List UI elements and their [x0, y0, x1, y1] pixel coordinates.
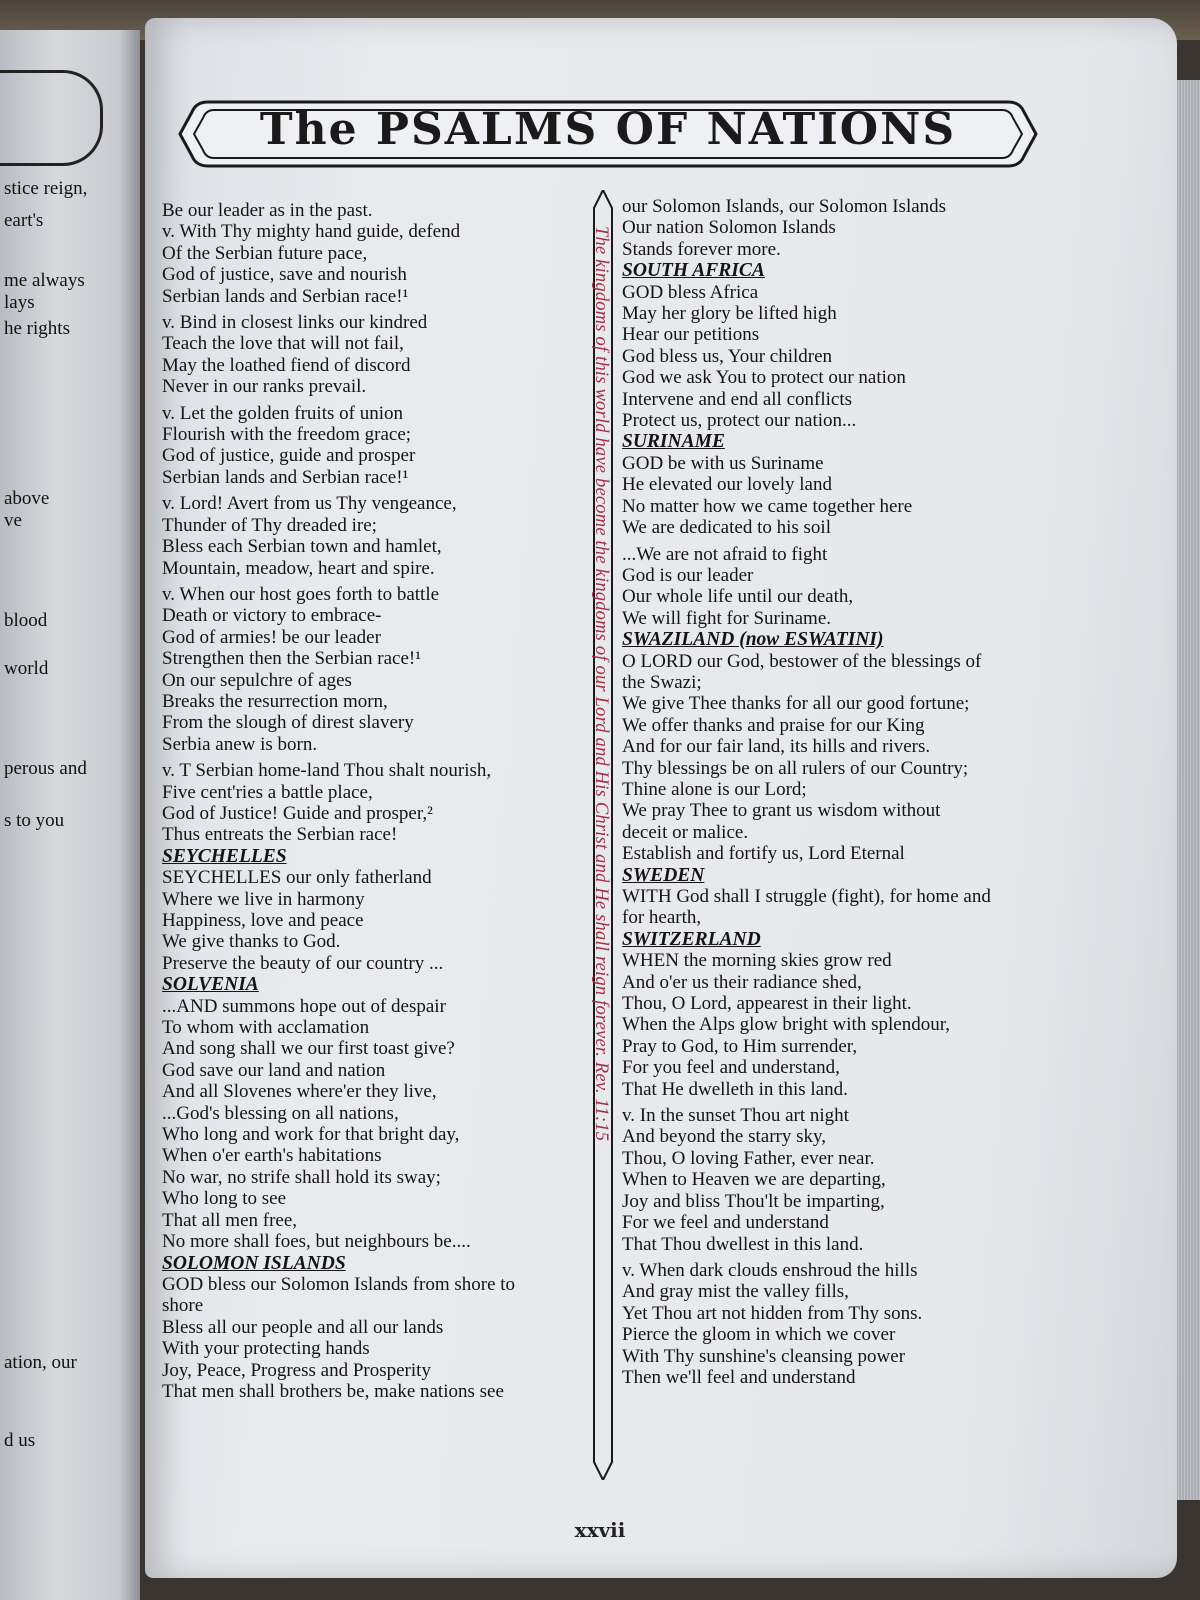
- psalm-line: That men shall brothers be, make nations see: [162, 1380, 504, 1402]
- psalm-line: GOD bless Africa: [622, 281, 759, 303]
- nation-heading: SEYCHELLES: [162, 845, 287, 867]
- left-page-fragment: world: [4, 658, 49, 679]
- psalm-line: v. With Thy mighty hand guide, defend: [162, 221, 461, 243]
- psalm-line: God of justice, save and nourish: [162, 264, 407, 286]
- left-page-fragment: he rights: [4, 318, 70, 339]
- left-page-fragment: lays: [4, 292, 35, 313]
- psalm-line: Where we live in harmony: [162, 888, 365, 910]
- psalm-line: That all men free,: [162, 1209, 298, 1231]
- left-page: [0, 30, 140, 1600]
- psalm-line: Then we'll feel and understand: [622, 1366, 856, 1388]
- psalm-line: No more shall foes, but neighbours be....: [162, 1231, 471, 1253]
- psalm-line: our Solomon Islands, our Solomon Islands: [622, 196, 947, 217]
- psalm-line: Bless each Serbian town and hamlet,: [162, 536, 442, 558]
- psalm-line: v. When dark clouds enshroud the hills: [622, 1259, 918, 1281]
- psalm-line: v. Let the golden fruits of union: [162, 402, 403, 424]
- psalm-line: On our sepulchre of ages: [162, 669, 352, 691]
- psalm-line: And all Slovenes where'er they live,: [162, 1081, 437, 1103]
- psalm-line: Breaks the resurrection morn,: [162, 690, 388, 712]
- left-page-fragment: blood: [4, 610, 48, 631]
- left-page-fragment: eart's: [4, 210, 44, 231]
- psalm-line: God of armies! be our leader: [162, 626, 381, 648]
- psalm-line: Happiness, love and peace: [162, 910, 364, 931]
- psalm-line: GOD be with us Suriname: [622, 452, 824, 474]
- psalm-line: Joy, Peace, Progress and Prosperity: [162, 1359, 431, 1381]
- psalm-line: No matter how we came together here: [622, 495, 913, 517]
- nation-heading: SWEDEN: [622, 864, 705, 886]
- psalm-line: Five cent'ries a battle place,: [162, 781, 373, 803]
- psalm-line: When o'er earth's habitations: [162, 1145, 382, 1167]
- psalm-line: WITH God shall I struggle (fight), for home and: [622, 886, 991, 907]
- psalm-line: Intervene and end all conflicts: [622, 388, 853, 410]
- psalm-line: Yet Thou art not hidden from Thy sons.: [622, 1302, 923, 1324]
- psalm-line: We pray Thee to grant us wisdom without: [622, 800, 941, 822]
- left-column: [162, 200, 582, 1402]
- psalm-line: God bless us, Your children: [622, 345, 833, 367]
- psalm-line: ...God's blessing on all nations,: [162, 1102, 399, 1124]
- psalm-line: Thunder of Thy dreaded ire;: [162, 514, 377, 536]
- psalm-line: ...AND summons hope out of despair: [162, 995, 446, 1017]
- psalm-line: God save our land and nation: [162, 1059, 386, 1081]
- psalm-line: Serbian lands and Serbian race!¹: [162, 285, 409, 307]
- psalm-line: Thou, O loving Father, ever near.: [622, 1147, 875, 1169]
- psalm-line: When the Alps glow bright with splendour,: [622, 1014, 951, 1036]
- psalm-line: And beyond the starry sky,: [622, 1126, 827, 1148]
- psalm-line: Who long to see: [162, 1188, 287, 1210]
- psalm-line: God is our leader: [622, 564, 754, 586]
- psalm-line: v. Lord! Avert from us Thy vengeance,: [162, 493, 457, 515]
- page-title: The PSALMS OF NATIONS: [259, 104, 957, 155]
- left-page-fragment: above: [4, 488, 50, 509]
- psalm-line: Thine alone is our Lord;: [622, 778, 807, 800]
- center-verse: The kingdoms of this world have become the kingdoms of our Lord and His Christ and He shall reign forever. Rev. 11:15: [591, 226, 611, 1142]
- psalm-line: Serbia anew is born.: [162, 733, 318, 755]
- left-page-fragment: ve: [4, 510, 22, 531]
- psalm-line: Serbian lands and Serbian race!¹: [162, 466, 409, 488]
- psalm-line: And gray mist the valley fills,: [622, 1281, 849, 1303]
- left-page-fragment: s to you: [4, 810, 65, 831]
- psalm-line: Establish and fortify us, Lord Eternal: [622, 843, 905, 865]
- psalm-line: Thus entreats the Serbian race!: [162, 824, 398, 846]
- left-page-fragment: perous and: [4, 758, 87, 779]
- nation-heading: SOUTH AFRICA: [622, 260, 765, 282]
- psalm-line: God of justice, guide and prosper: [162, 445, 416, 467]
- psalm-line: Thy blessings be on all rulers of our Country;: [622, 757, 969, 779]
- psalm-line: Who long and work for that bright day,: [162, 1124, 460, 1146]
- psalm-line: May the loathed fiend of discord: [162, 354, 411, 376]
- psalm-line: the Swazi;: [622, 671, 702, 693]
- psalm-line: v. When our host goes forth to battle: [162, 583, 440, 605]
- psalm-line: for hearth,: [622, 907, 702, 929]
- left-page-fragment: ation, our: [4, 1352, 77, 1373]
- psalm-line: Pierce the gloom in which we cover: [622, 1324, 896, 1346]
- title-banner: [178, 98, 1038, 170]
- psalm-line: v. In the sunset Thou art night: [622, 1105, 849, 1127]
- psalm-line: And o'er us their radiance shed,: [622, 971, 862, 993]
- psalm-line: Protect us, protect our nation...: [622, 410, 857, 432]
- psalm-line: Our nation Solomon Islands: [622, 217, 836, 239]
- psalm-line: Pray to God, to Him surrender,: [622, 1035, 858, 1057]
- psalm-line: Be our leader as in the past.: [162, 200, 373, 221]
- psalm-line: v. T Serbian home-land Thou shalt nourish,: [162, 760, 492, 782]
- left-page-fragment: me always: [4, 270, 85, 291]
- psalm-line: With your protecting hands: [162, 1338, 370, 1360]
- psalm-line: Preserve the beauty of our country ...: [162, 952, 444, 974]
- psalm-line: No war, no strife shall hold its sway;: [162, 1166, 441, 1188]
- psalm-line: From the slough of direst slavery: [162, 712, 414, 734]
- page-number: xxvii: [574, 1518, 626, 1542]
- psalm-line: For we feel and understand: [622, 1212, 829, 1234]
- psalm-line: GOD bless our Solomon Islands from shore to: [162, 1273, 516, 1295]
- psalm-line: Our whole life until our death,: [622, 586, 854, 608]
- psalm-line: Teach the love that will not fail,: [162, 333, 404, 355]
- psalm-line: shore: [162, 1295, 204, 1317]
- psalm-line: deceit or malice.: [622, 821, 749, 843]
- psalm-line: We give Thee thanks for all our good fortune;: [622, 693, 970, 715]
- psalm-line: Stands forever more.: [622, 238, 781, 260]
- psalm-line: For you feel and understand,: [622, 1057, 840, 1079]
- psalm-line: And for our fair land, its hills and rivers.: [622, 736, 931, 758]
- psalm-line: Thou, O Lord, appearest in their light.: [622, 993, 912, 1015]
- psalm-line: O LORD our God, bestower of the blessings of: [622, 650, 982, 672]
- psalm-line: v. Bind in closest links our kindred: [162, 312, 428, 334]
- left-page-fragment: stice reign,: [4, 178, 88, 199]
- psalm-line: God we ask You to protect our nation: [622, 367, 906, 389]
- psalm-line: We offer thanks and praise for our King: [622, 714, 925, 736]
- psalm-line: SEYCHELLES our only fatherland: [162, 867, 432, 889]
- psalm-line: Hear our petitions: [622, 324, 760, 346]
- psalm-line: May her glory be lifted high: [622, 303, 837, 325]
- psalm-line: We will fight for Suriname.: [622, 607, 832, 629]
- nation-heading: SURINAME: [622, 431, 725, 453]
- psalm-line: God of Justice! Guide and prosper,²: [162, 802, 433, 824]
- left-page-banner: [0, 70, 103, 166]
- psalm-line: Flourish with the freedom grace;: [162, 424, 412, 446]
- psalm-line: He elevated our lovely land: [622, 474, 832, 496]
- psalm-line: Of the Serbian future pace,: [162, 242, 368, 264]
- psalm-line: Mountain, meadow, heart and spire.: [162, 557, 435, 579]
- psalm-line: That He dwelleth in this land.: [622, 1078, 848, 1100]
- nation-heading: SOLOMON ISLANDS: [162, 1252, 346, 1274]
- psalm-line: Death or victory to embrace-: [162, 605, 382, 627]
- psalm-line: ...We are not afraid to fight: [622, 543, 828, 565]
- psalm-line: WHEN the morning skies grow red: [622, 950, 892, 972]
- psalm-line: We give thanks to God.: [162, 931, 341, 953]
- psalm-line: We are dedicated to his soil: [622, 517, 831, 539]
- nation-heading: SOLVENIA: [162, 974, 259, 996]
- nation-heading: SWAZILAND (now ESWATINI): [622, 629, 884, 651]
- psalm-line: And song shall we our first toast give?: [162, 1038, 455, 1060]
- psalm-line: With Thy sunshine's cleansing power: [622, 1345, 906, 1367]
- psalm-line: Never in our ranks prevail.: [162, 376, 367, 398]
- psalm-line: When to Heaven we are departing,: [622, 1169, 886, 1191]
- nation-heading: SWITZERLAND: [622, 928, 761, 950]
- right-column: [622, 196, 1062, 1388]
- psalm-line: Joy and bliss Thou'lt be imparting,: [622, 1190, 885, 1212]
- psalm-line: That Thou dwellest in this land.: [622, 1233, 864, 1255]
- left-page-fragment: d us: [4, 1430, 36, 1451]
- psalm-line: Bless all our people and all our lands: [162, 1316, 444, 1338]
- psalm-line: To whom with acclamation: [162, 1017, 370, 1039]
- psalm-line: Strengthen then the Serbian race!¹: [162, 648, 421, 670]
